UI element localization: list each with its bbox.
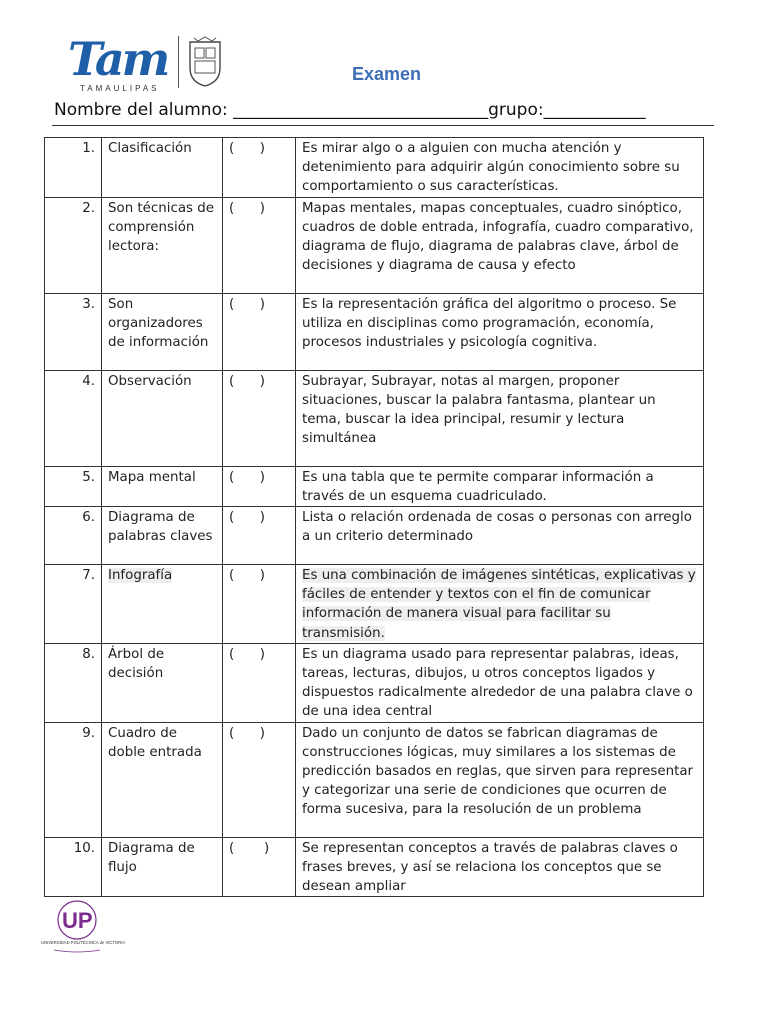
exam-row — [45, 643, 704, 722]
item-definition-text: Se representan conceptos a través de palabras claves o frases breves, y así se relaciona los conceptos que se desean ampliar — [302, 840, 678, 895]
exam-row — [45, 197, 704, 293]
item-concept — [102, 197, 223, 293]
item-concept — [102, 370, 223, 466]
item-definition-text: Subrayar, Subrayar, notas al margen, proponer situaciones, buscar la palabra fantasma, plantear un tema, buscar la idea principal, resumir y lectura simultánea — [302, 373, 656, 447]
answer-blank[interactable] — [223, 837, 296, 897]
item-definition-text: Es la representación gráfica del algoritmo o proceso. Se utiliza en disciplinas como programación, economía, procesos industriales y psicología cognitiva. — [302, 296, 677, 351]
item-concept-text: Son organizadores de información — [108, 296, 209, 351]
item-definition — [296, 722, 704, 837]
answer-blank[interactable] — [223, 722, 296, 837]
item-concept — [102, 722, 223, 837]
item-definition — [296, 643, 704, 722]
item-number — [45, 837, 102, 897]
item-number — [45, 565, 102, 644]
item-definition-text: Lista o relación ordenada de cosas o personas con arreglo a un criterio determinado — [302, 510, 692, 545]
answer-blank[interactable] — [223, 643, 296, 722]
item-concept — [102, 643, 223, 722]
exam-row — [45, 293, 704, 370]
item-number-text: 8. — [82, 646, 95, 662]
answer-blank[interactable] — [223, 138, 296, 198]
item-number — [45, 466, 102, 506]
answer-blank-text: ( ) — [229, 296, 265, 312]
exam-row — [45, 837, 704, 897]
exam-row — [45, 565, 704, 644]
item-number — [45, 722, 102, 837]
item-definition — [296, 197, 704, 293]
exam-row — [45, 370, 704, 466]
exam-table — [44, 137, 704, 897]
item-concept-text: Clasificación — [108, 141, 192, 156]
item-number-text: 3. — [82, 296, 95, 312]
item-number-text: 9. — [82, 725, 95, 741]
item-concept — [102, 565, 223, 644]
item-concept — [102, 837, 223, 897]
tamaulipas-logo — [68, 30, 228, 94]
item-number-text: 4. — [82, 373, 95, 389]
item-definition-text: Es una tabla que te permite comparar información a través de un esquema cuadriculado. — [302, 469, 654, 504]
item-number — [45, 138, 102, 198]
exam-row — [45, 507, 704, 565]
item-number-text: 6. — [82, 510, 95, 526]
item-number — [45, 370, 102, 466]
item-definition-text: Dado un conjunto de datos se fabrican diagramas de construcciones lógicas, muy similares a los sistemas de predicción basados en reglas, que sirven para representar y categorizar una serie de condiciones que ocurren de forma sucesiva, para la resolución de un problema — [302, 725, 694, 818]
tam-logo-subtitle: TAMAULIPAS — [80, 84, 160, 93]
item-definition — [296, 837, 704, 897]
item-definition — [296, 293, 704, 370]
answer-blank[interactable] — [223, 466, 296, 506]
exam-row — [45, 722, 704, 837]
upv-logo-text: UNIVERSIDAD POLITÉCNICA de VICTORIA — [41, 940, 126, 945]
item-number — [45, 293, 102, 370]
exam-row — [45, 138, 704, 198]
item-number-text: 10. — [73, 840, 95, 856]
answer-blank-text: ( ) — [229, 200, 265, 216]
item-number-text: 5. — [82, 469, 95, 485]
answer-blank[interactable] — [223, 565, 296, 644]
exam-title: Examen — [352, 64, 422, 84]
answer-blank-text: ( ) — [229, 840, 270, 856]
item-definition — [296, 138, 704, 198]
header-underline — [52, 125, 714, 126]
item-concept-text: Diagrama de palabras claves — [108, 510, 213, 545]
item-number — [45, 197, 102, 293]
item-definition — [296, 466, 704, 506]
item-concept-text: Infografía — [108, 568, 173, 584]
answer-blank-text: ( ) — [229, 141, 265, 156]
item-concept — [102, 293, 223, 370]
answer-blank[interactable] — [223, 370, 296, 466]
item-concept-text: Árbol de decisión — [108, 646, 165, 682]
tam-logo-text: Tam — [68, 32, 168, 86]
exam-row — [45, 466, 704, 506]
answer-blank[interactable] — [223, 507, 296, 565]
answer-blank-text: ( ) — [229, 373, 265, 389]
answer-blank[interactable] — [223, 197, 296, 293]
item-definition-text: Es un diagrama usado para representar palabras, ideas, tareas, lecturas, dibujos, u otros conceptos ligados y dispuestos radicalmente alrededor de una palabra clave o de una idea central — [302, 646, 693, 720]
item-number-text: 2. — [82, 200, 95, 216]
item-concept-text: Diagrama de flujo — [108, 840, 195, 875]
upv-logo-letters: UP — [62, 908, 93, 933]
item-concept — [102, 466, 223, 506]
answer-blank[interactable] — [223, 293, 296, 370]
answer-blank-text: ( ) — [229, 725, 265, 741]
item-concept-text: Son técnicas de comprensión lectora: — [108, 200, 215, 255]
item-number — [45, 507, 102, 565]
item-concept-text: Observación — [108, 373, 192, 389]
coat-of-arms-icon — [186, 36, 224, 88]
item-definition-text: Es una combinación de imágenes sintéticas, explicativas y fáciles de entender y textos con el fin de comunicar información de manera visual para facilitar su transmisión. — [302, 568, 696, 641]
item-number-text: 1. — [82, 141, 95, 156]
logo-divider — [178, 36, 179, 88]
answer-blank-text: ( ) — [229, 510, 265, 526]
student-name-line: Nombre del alumno: ______________________________grupo:____________ — [54, 100, 646, 120]
item-definition-text: Es mirar algo o a alguien con mucha atención y detenimiento para adquirir algún conocimiento sobre su comportamiento o sus características. — [302, 141, 680, 195]
item-definition — [296, 565, 704, 644]
answer-blank-text: ( ) — [229, 568, 265, 584]
answer-blank-text: ( ) — [229, 469, 265, 485]
item-definition-text: Mapas mentales, mapas conceptuales, cuadro sinóptico, cuadros de doble entrada, infografía, cuadro comparativo, diagrama de flujo, diagrama de palabras clave, árbol de decisiones y diagrama de causa y efecto — [302, 200, 694, 274]
item-number — [45, 643, 102, 722]
item-definition — [296, 370, 704, 466]
item-number-text: 7. — [82, 568, 95, 584]
upv-logo-icon — [40, 896, 126, 956]
item-concept — [102, 138, 223, 198]
item-concept — [102, 507, 223, 565]
item-definition — [296, 507, 704, 565]
item-concept-text: Mapa mental — [108, 469, 196, 485]
item-concept-text: Cuadro de doble entrada — [108, 725, 202, 760]
answer-blank-text: ( ) — [229, 646, 265, 662]
